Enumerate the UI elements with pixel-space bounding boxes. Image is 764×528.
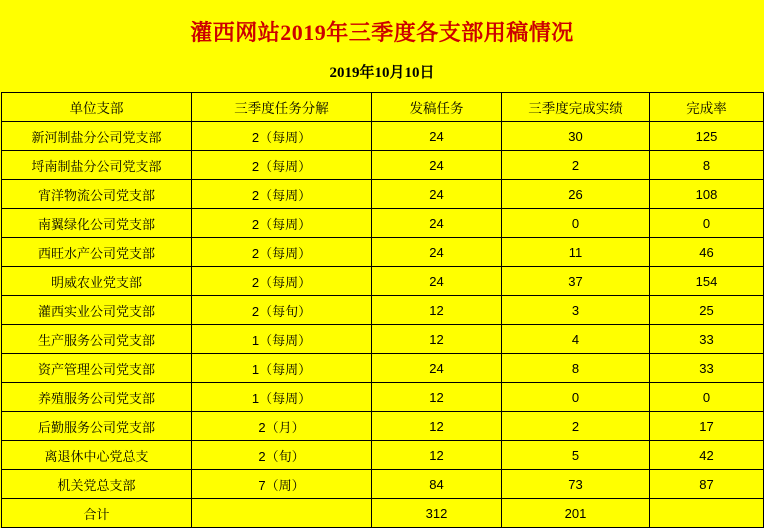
cell-send: 24 [372, 122, 502, 151]
column-header-send: 发稿任务 [372, 93, 502, 122]
table-row [2, 180, 764, 209]
table-row [2, 325, 764, 354]
cell-send: 12 [372, 441, 502, 470]
table-header [2, 93, 764, 122]
column-header-rate: 完成率 [650, 93, 764, 122]
cell-done: 0 [502, 209, 650, 238]
table-row [2, 238, 764, 267]
table-body [2, 122, 764, 528]
cell-done: 0 [502, 383, 650, 412]
cell-done: 30 [502, 122, 650, 151]
cell-send: 12 [372, 325, 502, 354]
cell-rate: 154 [650, 267, 764, 296]
cell-send: 12 [372, 383, 502, 412]
cell-task: 2（每周） [192, 151, 372, 180]
cell-rate: 33 [650, 354, 764, 383]
cell-done: 2 [502, 151, 650, 180]
cell-send: 24 [372, 267, 502, 296]
table-row [2, 209, 764, 238]
cell-rate: 33 [650, 325, 764, 354]
cell-done: 26 [502, 180, 650, 209]
cell-send: 24 [372, 180, 502, 209]
cell-send: 24 [372, 238, 502, 267]
cell-rate: 0 [650, 383, 764, 412]
cell-done: 5 [502, 441, 650, 470]
cell-send: 24 [372, 209, 502, 238]
cell-unit: 资产管理公司党支部 [2, 354, 192, 383]
cell-unit: 南翼绿化公司党支部 [2, 209, 192, 238]
cell-task: 1（每周） [192, 354, 372, 383]
cell-done: 2 [502, 412, 650, 441]
cell-total-done: 201 [502, 499, 650, 528]
cell-unit: 埒南制盐分公司党支部 [2, 151, 192, 180]
cell-task: 2（每周） [192, 209, 372, 238]
cell-done: 37 [502, 267, 650, 296]
cell-total-task [192, 499, 372, 528]
table-row [2, 122, 764, 151]
table-row [2, 412, 764, 441]
cell-task: 2（旬） [192, 441, 372, 470]
cell-rate: 0 [650, 209, 764, 238]
cell-unit: 西旺水产公司党支部 [2, 238, 192, 267]
page-title: 灌西网站2019年三季度各支部用稿情况 [190, 20, 574, 45]
cell-unit: 宵洋物流公司党支部 [2, 180, 192, 209]
cell-unit: 离退休中心党总支 [2, 441, 192, 470]
cell-rate: 46 [650, 238, 764, 267]
cell-total-send: 312 [372, 499, 502, 528]
cell-rate: 17 [650, 412, 764, 441]
cell-rate: 25 [650, 296, 764, 325]
cell-total-rate [650, 499, 764, 528]
table-header-row [2, 93, 764, 122]
cell-task: 2（每周） [192, 122, 372, 151]
cell-unit: 机关党总支部 [2, 470, 192, 499]
table-row [2, 267, 764, 296]
table-row [2, 296, 764, 325]
cell-task: 2（每周） [192, 238, 372, 267]
cell-done: 3 [502, 296, 650, 325]
cell-task: 2（每周） [192, 180, 372, 209]
cell-send: 12 [372, 296, 502, 325]
cell-done: 4 [502, 325, 650, 354]
cell-task: 7（周） [192, 470, 372, 499]
statistics-table [1, 92, 764, 528]
cell-unit: 灌西实业公司党支部 [2, 296, 192, 325]
table-row [2, 151, 764, 180]
cell-send: 24 [372, 151, 502, 180]
cell-task: 1（每周） [192, 383, 372, 412]
column-header-done: 三季度完成实绩 [502, 93, 650, 122]
table-row [2, 383, 764, 412]
cell-send: 84 [372, 470, 502, 499]
cell-unit: 后勤服务公司党支部 [2, 412, 192, 441]
cell-task: 2（每旬） [192, 296, 372, 325]
cell-unit: 生产服务公司党支部 [2, 325, 192, 354]
table-row [2, 441, 764, 470]
column-header-task: 三季度任务分解 [192, 93, 372, 122]
cell-rate: 8 [650, 151, 764, 180]
cell-unit: 新河制盐分公司党支部 [2, 122, 192, 151]
cell-rate: 125 [650, 122, 764, 151]
cell-done: 11 [502, 238, 650, 267]
cell-rate: 87 [650, 470, 764, 499]
cell-unit: 明威农业党支部 [2, 267, 192, 296]
cell-send: 24 [372, 354, 502, 383]
cell-total-label: 合计 [2, 499, 192, 528]
table-row [2, 354, 764, 383]
document-date: 2019年10月10日 [329, 65, 435, 81]
cell-rate: 42 [650, 441, 764, 470]
table-total-row [2, 499, 764, 528]
cell-task: 1（每周） [192, 325, 372, 354]
cell-done: 8 [502, 354, 650, 383]
cell-task: 2（每周） [192, 267, 372, 296]
cell-send: 12 [372, 412, 502, 441]
table-row [2, 470, 764, 499]
cell-rate: 108 [650, 180, 764, 209]
cell-unit: 养殖服务公司党支部 [2, 383, 192, 412]
column-header-unit: 单位支部 [2, 93, 192, 122]
cell-task: 2（月） [192, 412, 372, 441]
cell-done: 73 [502, 470, 650, 499]
